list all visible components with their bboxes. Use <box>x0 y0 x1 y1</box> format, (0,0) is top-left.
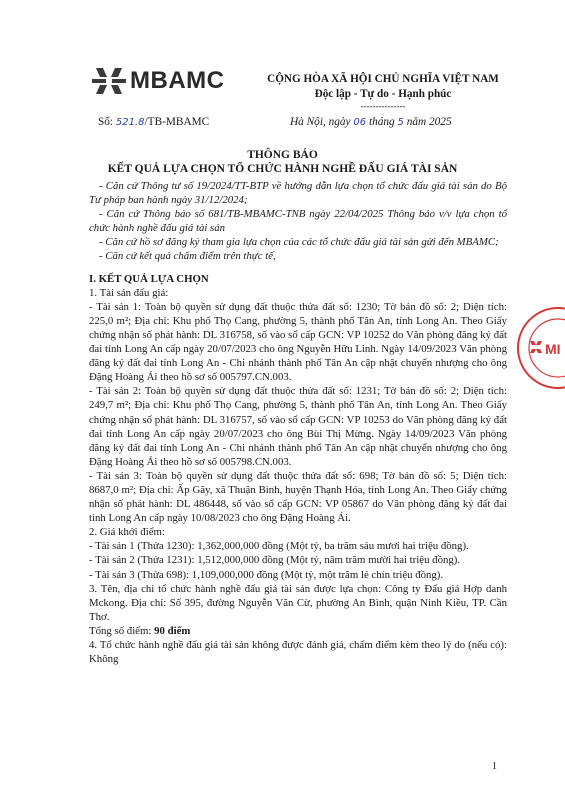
nation-name: CỘNG HÒA XÃ HỘI CHỦ NGHĨA VIỆT NAM <box>267 73 499 85</box>
motto-rule: --------------- <box>360 101 406 111</box>
document-title: THÔNG BÁO <box>247 149 318 161</box>
total-score-value: 90 điểm <box>154 624 191 637</box>
asset-paragraph: - Tài sản 1: Toàn bộ quyền sử dụng đất thuộc thửa đất số: 1230; Tờ bản đồ số: 2; Diện tích: 225,0 m²; Địa chỉ: Khu phố Thọ Cang, phường 5, thành phố Tân An, tỉnh Long An. Theo Giấy chứng nhận số phát hành: DL 316758, số vào sổ cấp GCN: VP 10252 do Văn phòng đăng ký đất đai tỉnh Long An cấp ngày 20/07/2023 cho ông Nguyễn Hữu Linh. Ngày 14/09/2023 Văn phòng đăng ký đất đai tỉnh Long An - Chi nhánh thành phố Tân An cập nhật chuyển nhượng cho ông Đặng Hoàng Ái theo hồ sơ số 005797.CN.003. <box>89 300 507 384</box>
price-line: - Tài sản 1 (Thửa 1230): 1,362,000,000 đồng (Một tỷ, ba trăm sáu mươi hai triệu đồng). <box>89 540 469 553</box>
unscored-organizations: 4. Tổ chức hành nghề đấu giá tài sản không được đánh giá, chấm điểm kèm theo lý do (nếu có): Không <box>89 639 507 666</box>
basis-line: - Căn cứ Thông tư số 19/2024/TT-BTP về hướng dẫn lựa chọn tổ chức đấu giá tài sản do Bộ Tư pháp ban hành ngày 31/12/2024; <box>89 180 507 207</box>
selected-organization: 3. Tên, địa chỉ tổ chức hành nghề đấu giá tài sản được lựa chọn: Công ty Đấu giá Hợp danh Mckong. Địa chỉ: Số 395, đường Nguyễn Văn Cừ, phường An Bình, quận Ninh Kiều, TP. Cần Thơ. <box>89 582 507 623</box>
logo-star-icon <box>92 66 126 96</box>
basis-line: - Căn cứ hồ sơ đăng ký tham gia lựa chọn của các tổ chức đấu giá tài sản gửi đến MBAMC; <box>99 236 499 249</box>
item-title: 2. Giá khởi điểm: <box>89 526 165 539</box>
item-title: 1. Tài sản đấu giá: <box>89 286 169 299</box>
document-subtitle: KẾT QUẢ LỰA CHỌN TỔ CHỨC HÀNH NGHỀ ĐẤU GIÁ TÀI SẢN <box>107 163 458 175</box>
document-number: Số: 521.8/TB-MBAMC <box>98 116 210 128</box>
document-date: Hà Nội, ngày 06 tháng 5 năm 2025 <box>290 116 452 128</box>
national-header <box>248 72 518 111</box>
handwritten-number: 521.8 <box>115 117 145 128</box>
motto: Độc lập - Tự do - Hạnh phúc <box>314 88 452 100</box>
asset-paragraph: - Tài sản 2: Toàn bộ quyền sử dụng đất thuộc thửa đất số: 1231; Tờ bản đồ số: 2; Diện tích: 249,7 m²; Địa chỉ: Khu phố Thọ Cang, phường 5, thành phố Tân An, tỉnh Long An. Theo Giấy chứng nhận số phát hành: DL 316757, số vào sổ cấp GCN: VP 10253 do Văn phòng đăng ký đất đai tỉnh Long An cấp ngày 20/07/2023 cho ông Bùi Thị Mừng. Ngày 14/09/2023 Văn phòng đăng ký đất đai tỉnh Long An - Chi nhánh thành phố Tân An cập nhật chuyển nhượng cho ông Đặng Hoàng Ái theo hồ sơ số 005798.CN.003. <box>89 385 507 468</box>
red-seal-stamp <box>510 300 565 400</box>
section-heading: I. KẾT QUẢ LỰA CHỌN <box>89 272 209 285</box>
handwritten-day: 06 <box>353 117 367 128</box>
price-line: - Tài sản 3 (Thửa 698): 1,109,000,000 đồng (Một tỷ, một trăm lẻ chín triệu đồng). <box>89 568 444 581</box>
asset-paragraph: - Tài sản 3: Toàn bộ quyền sử dụng đất thuộc thửa đất số: 698; Tờ bản đồ số: 5; Diện tích: 8687,0 m²; Địa chỉ: Ấp Gãy, xã Thuận Bình, huyện Thạnh Hóa, tỉnh Long An. Theo Giấy chứng nhận số phát hành: DL 486448, số vào sổ cấp GCN: VP 05867 do Văn phòng đăng ký đất đai tỉnh Long An cấp ngày 10/08/2023 cho ông Đặng Hoàng Ái. <box>89 469 507 525</box>
mbamc-logo <box>92 66 224 96</box>
svg-text:MI: MI <box>545 341 561 357</box>
basis-line: - Căn cứ Thông báo số 681/TB-MBAMC-TNB ngày 22/04/2025 Thông báo v/v lựa chọn tổ chức hành nghề đấu giá tài sản <box>89 208 507 235</box>
handwritten-month: 5 <box>397 117 404 128</box>
total-score: Tổng số điểm: 90 điểm <box>89 624 191 637</box>
document-body <box>89 179 507 666</box>
logo-text: MBAMC <box>130 67 225 94</box>
basis-line: - Căn cứ kết quả chấm điểm trên thực tế, <box>99 250 276 263</box>
page-number: 1 <box>492 761 497 772</box>
price-line: - Tài sản 2 (Thửa 1231): 1,512,000,000 đồng (Một tỷ, năm trăm mười hai triệu đồng). <box>89 554 461 567</box>
